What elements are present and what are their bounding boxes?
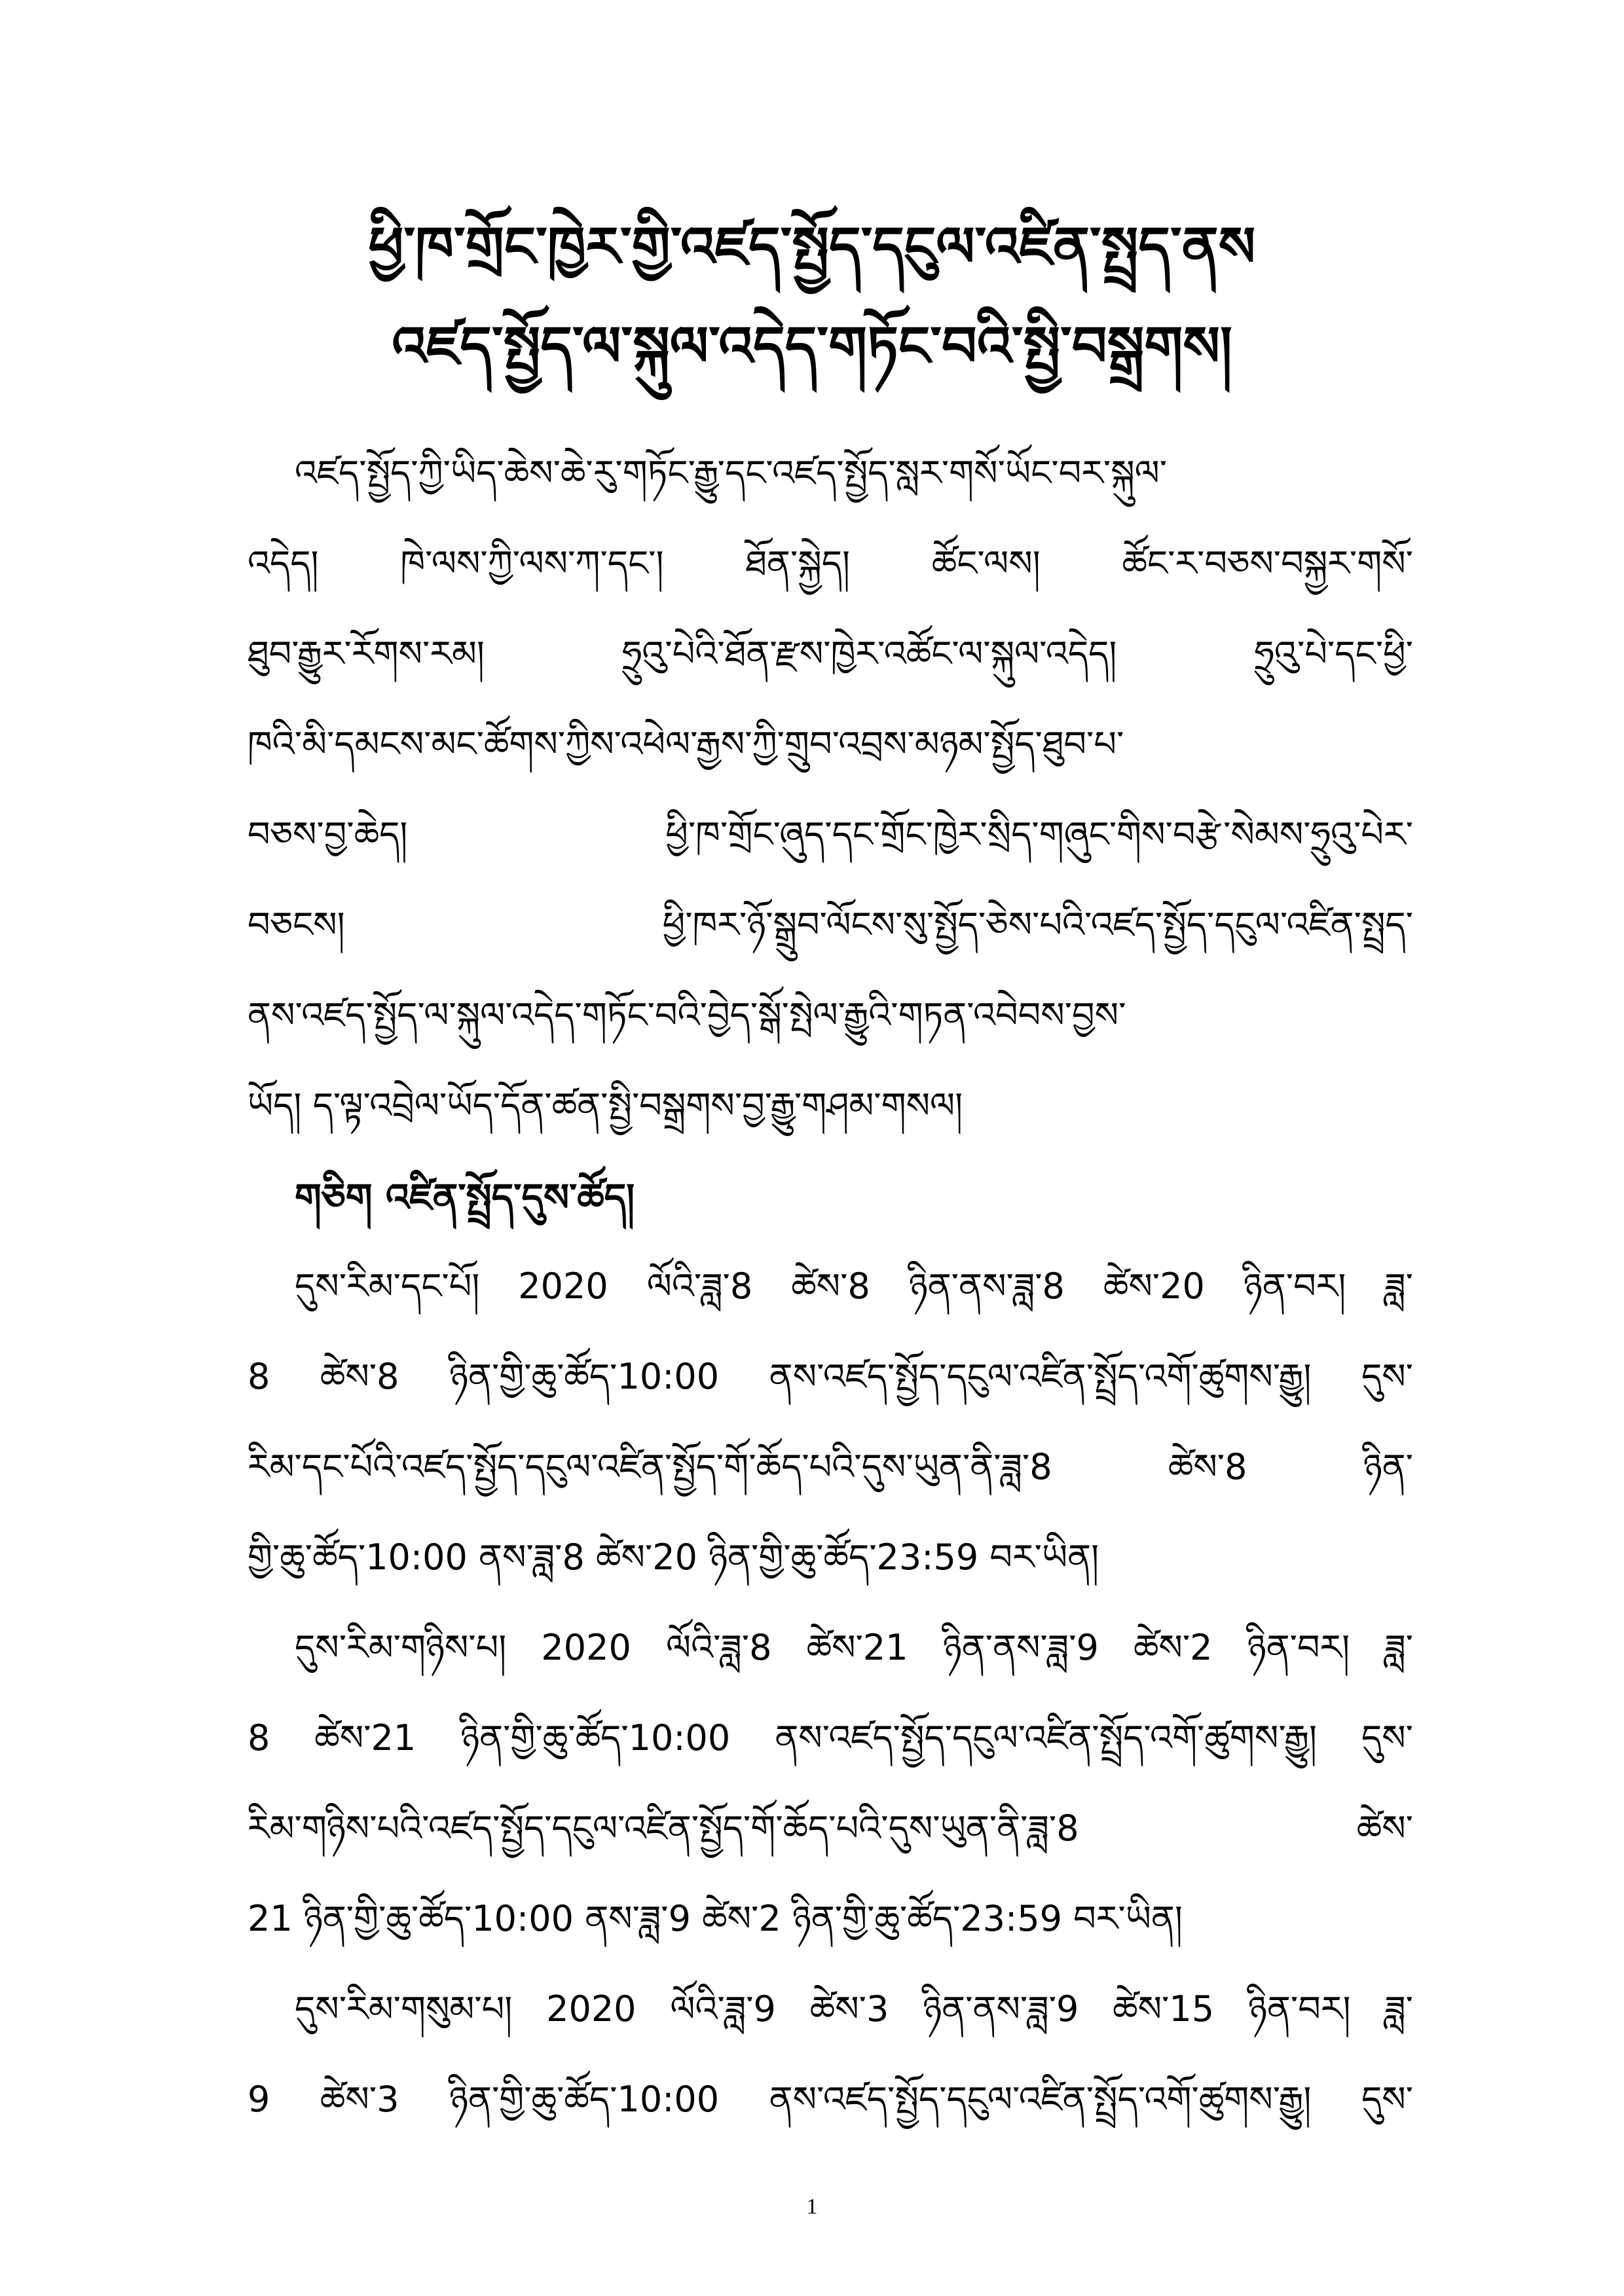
round-2-line: 21 ཉིན་གྱི་ཆུ་ཚོད་10:00 ནས་ཟླ་9 ཚེས་2 ཉིན་གྱི་ཆུ་ཚོད་23:59 བར་ཡིན། [248, 1898, 1183, 1939]
round-2-line: རིམ་གཉིས་པའི་འཛད་སྤྱོད་དངུལ་འཛིན་སྤྱོད་གོ་ཆོད་པའི་དུས་ཡུན་ནི་ཟླ་8 ཚེས་ [248, 1808, 1413, 1849]
intro-line: ནས་འཛད་སྤྱོད་ལ་སྐུལ་འདེད་གཏོང་བའི་བྱེད་སྒོ་སྤེལ་རྒྱུའི་གཏན་འབེབས་བྱས་ [248, 994, 1126, 1036]
intro-line: ཁའི་མི་དམངས་མང་ཚོགས་ཀྱིས་འཕེལ་རྒྱས་ཀྱི་གྲུབ་འབྲས་མཉམ་སྤྱོད་ཐུབ་པ་ [248, 723, 1124, 765]
section-heading: གཅིག འཛིན་སྤྲོད་དུས་ཚོད། [295, 1175, 635, 1220]
intro-line: ཐུབ་རྒྱུར་རོགས་རམ། ཧྲུའུ་པེའི་ཐོན་རྫས་ཁྱེར་འཚོང་ལ་སྐུལ་འདེད། ཧྲུའུ་པེ་དང་ཕྱི་ [248, 633, 1413, 674]
intro-line: བཅས་བྱ་ཆེད། ཕྱི་ཁ་གྲོང་ཞུད་དང་གྲོང་ཁྱེར་སྲིད་གཞུང་གིས་བརྩེ་སེམས་ཧྲུའུ་པེར་ [248, 814, 1413, 855]
round-1-line: 8 ཚེས་8 ཉིན་གྱི་ཆུ་ཚོད་10:00 ནས་འཛད་སྤྱོད་དངུལ་འཛིན་སྤྲོད་འགོ་ཚུགས་རྒྱུ། དུས་ [248, 1356, 1413, 1397]
intro-line: འདེད། ཁེ་ལས་ཀྱི་ལས་ཀ་དང་། ཐོན་སྐྱེད། ཚོང་ལས། ཚོང་ར་བཅས་བསྐྱར་གསོ་ [248, 543, 1413, 584]
document-title-line-2: འཛད་སྤྱོད་ལ་སྐུལ་འདེད་གཏོང་བའི་སྤྱི་བསྒྲགས། [392, 314, 1232, 378]
round-1-line: རིམ་དང་པོའི་འཛད་སྤྱོད་དངུལ་འཛིན་སྤྱོད་གོ་ཆོད་པའི་དུས་ཡུན་ནི་ཟླ་8 ཚེས་8 ཉིན་ [248, 1446, 1413, 1487]
round-3-line: དུས་རིམ་གསུམ་པ། 2020 ལོའི་ཟླ་9 ཚེས་3 ཉིན་ནས་ཟླ་9 ཚེས་15 ཉིན་བར། ཟླ་ [295, 1988, 1413, 2030]
round-2-line: དུས་རིམ་གཉིས་པ། 2020 ལོའི་ཟླ་8 ཚེས་21 ཉིན་ནས་ཟླ་9 ཚེས་2 ཉིན་བར། ཟླ་ [295, 1627, 1413, 1668]
document-title-line-1: ཕྱི་ཁ་གྲོང་ཁྱེར་གྱི་འཛད་སྤྱོད་དངུལ་འཛིན་སྤྲད་ནས [368, 215, 1256, 279]
intro-line: བཅངས། ཕྱི་ཁར་ཉོ་སྒྲུབ་ལོངས་སུ་སྤྱོད་ཅེས་པའི་འཛད་སྤྱོད་དངུལ་འཛིན་སྤྲད་ [248, 904, 1413, 945]
round-1-line: གྱི་ཆུ་ཚོད་10:00 ནས་ཟླ་8 ཚེས་20 ཉིན་གྱི་ཆུ་ཚོད་23:59 བར་ཡིན། [248, 1537, 1099, 1578]
round-2-line: 8 ཚེས་21 ཉིན་གྱི་ཆུ་ཚོད་10:00 ནས་འཛད་སྤྱོད་དངུལ་འཛིན་སྤྲོད་འགོ་ཚུགས་རྒྱུ། དུས་ [248, 1717, 1413, 1758]
round-3-line: 9 ཚེས་3 ཉིན་གྱི་ཆུ་ཚོད་10:00 ནས་འཛད་སྤྱོད་དངུལ་འཛིན་སྤྲོད་འགོ་ཚུགས་རྒྱུ། དུས་ [248, 2079, 1413, 2120]
page-number: 1 [806, 2195, 818, 2219]
intro-line: ཡོད། ད་ལྟ་འབྲེལ་ཡོད་དོན་ཚན་སྤྱི་བསྒྲགས་བྱ་རྒྱུ་གཤམ་གསལ། [248, 1085, 963, 1126]
round-1-line: དུས་རིམ་དང་པོ། 2020 ལོའི་ཟླ་8 ཚེས་8 ཉིན་ནས་ཟླ་8 ཚེས་20 ཉིན་བར། ཟླ་ [295, 1266, 1413, 1307]
intro-line: འཛད་སྤྱོད་ཀྱི་ཡིད་ཆེས་ཆེ་རུ་གཏོང་རྒྱུ་དང་འཛད་སྤྱོད་སླར་གསོ་ཡོང་བར་སྐུལ་ [295, 452, 1168, 494]
